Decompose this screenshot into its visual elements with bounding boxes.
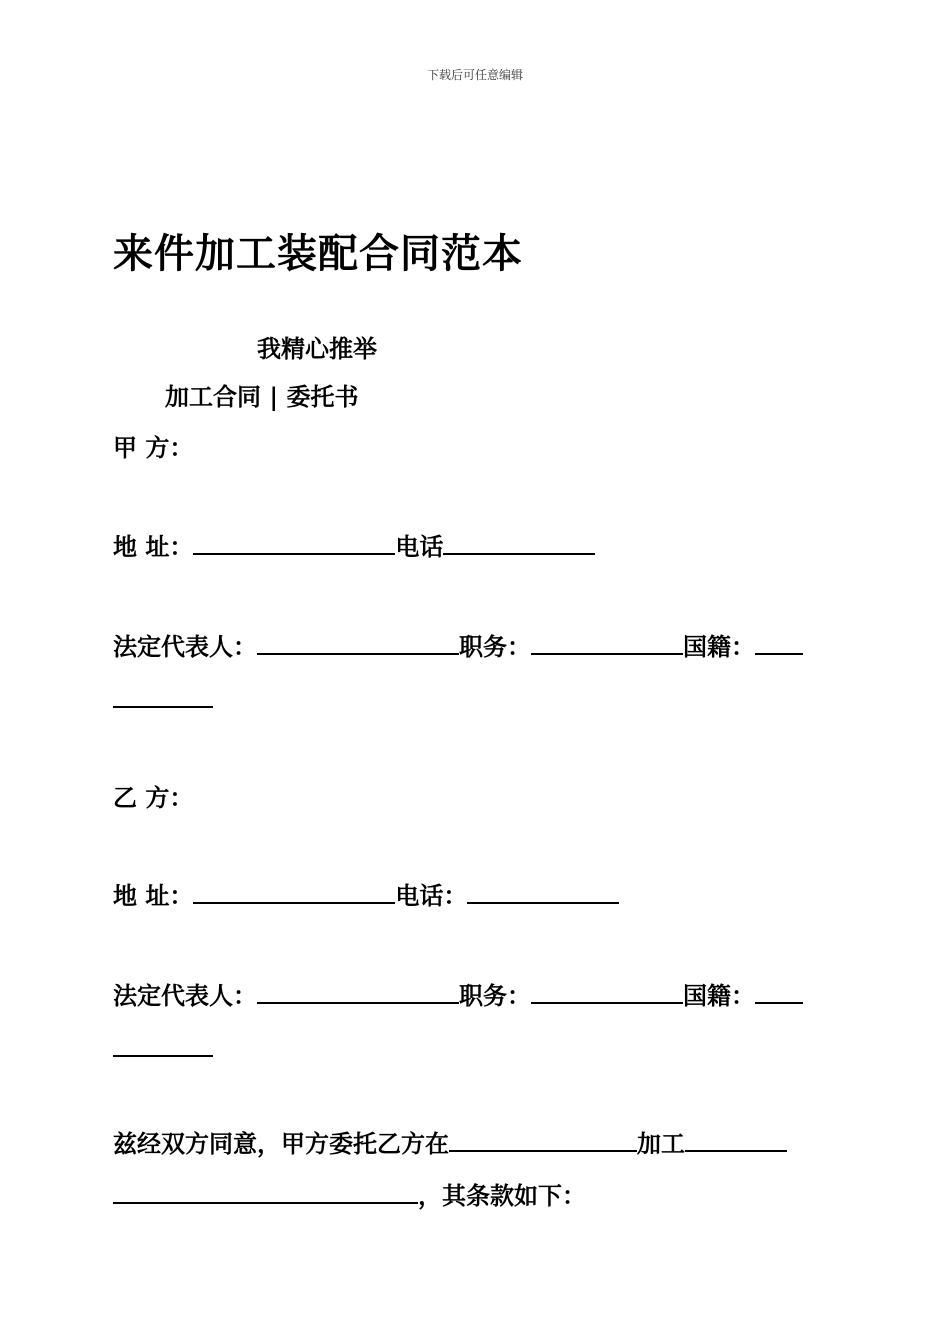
party-a-nationality-label: 国籍： xyxy=(683,632,755,661)
party-a-nationality-blank-cont[interactable] xyxy=(113,684,213,708)
party-b-phone-label: 电话： xyxy=(395,881,468,910)
page-header-note: 下载后可任意编辑 xyxy=(426,68,523,82)
agreement-location-blank[interactable] xyxy=(449,1128,637,1152)
party-b-address-blank[interactable] xyxy=(193,880,395,904)
party-b-rep-label: 法定代表人： xyxy=(113,981,257,1010)
party-b-nationality-label: 国籍： xyxy=(683,981,755,1010)
party-a-rep-blank[interactable] xyxy=(257,631,459,655)
agreement-item-blank-cont[interactable] xyxy=(113,1180,418,1204)
agreement-line-2 xyxy=(113,1180,586,1212)
party-a-rep-label: 法定代表人： xyxy=(113,632,257,661)
party-b-nationality-blank[interactable] xyxy=(755,980,803,1004)
party-b-phone-blank[interactable] xyxy=(467,880,619,904)
agreement-item-blank[interactable] xyxy=(685,1128,787,1152)
party-a-address-label: 地 址： xyxy=(113,532,194,561)
agreement-text-3: ，其条款如下： xyxy=(418,1181,586,1210)
agreement-text-1: 兹经双方同意，甲方委托乙方在 xyxy=(113,1129,449,1158)
party-a-position-label: 职务： xyxy=(459,632,531,661)
party-b-label: 乙 方： xyxy=(113,783,194,812)
agreement-line-1 xyxy=(113,1128,787,1160)
party-b-nationality-continuation xyxy=(113,1033,213,1065)
party-a-rep-line xyxy=(113,631,803,663)
party-a-address-blank[interactable] xyxy=(193,531,395,555)
party-a-phone-label: 电话 xyxy=(395,532,444,561)
party-b-rep-blank[interactable] xyxy=(257,980,459,1004)
document-title: 来件加工装配合同范本 xyxy=(113,230,523,277)
party-b-nationality-blank-cont[interactable] xyxy=(113,1033,213,1057)
party-b-rep-line xyxy=(113,980,803,1012)
recommend-text: 我精心推举 xyxy=(257,334,377,363)
party-b-address-line xyxy=(113,880,619,912)
party-a-nationality-continuation xyxy=(113,684,213,716)
agreement-text-2: 加工 xyxy=(637,1129,685,1158)
related-links[interactable]: 加工合同 | 委托书 xyxy=(165,382,359,411)
party-a-position-blank[interactable] xyxy=(531,631,683,655)
party-b-address-label: 地 址： xyxy=(113,881,194,910)
party-a-address-line xyxy=(113,531,595,563)
party-b-position-blank[interactable] xyxy=(531,980,683,1004)
party-b-position-label: 职务： xyxy=(459,981,531,1010)
party-a-label: 甲 方： xyxy=(113,433,194,462)
party-a-phone-blank[interactable] xyxy=(443,531,595,555)
party-a-nationality-blank[interactable] xyxy=(755,631,803,655)
